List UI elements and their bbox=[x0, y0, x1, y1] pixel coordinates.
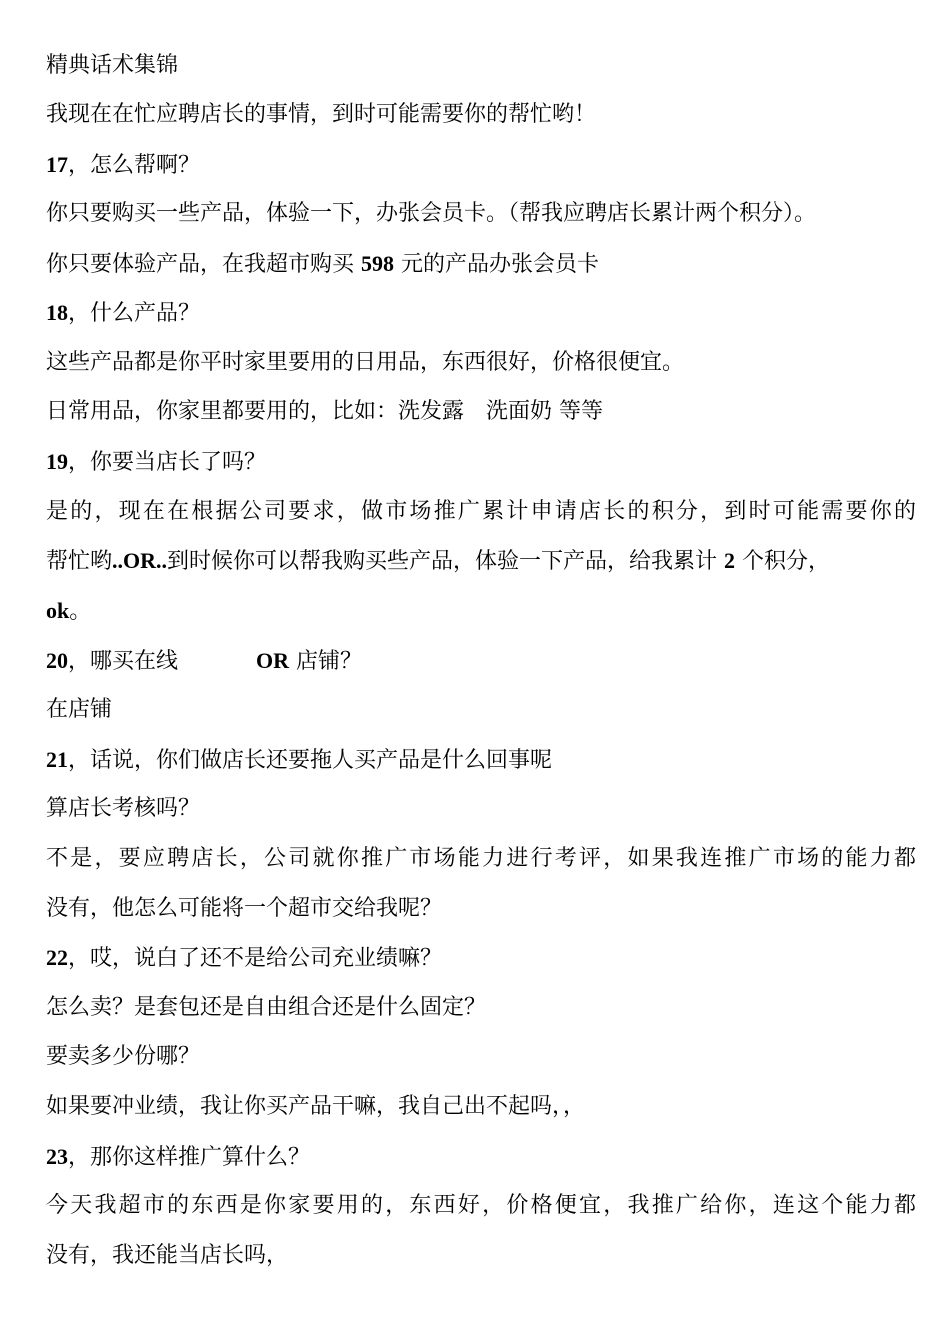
paragraph-line: 这些产品都是你平时家里要用的日用品，东西很好，价格很便宜。 bbox=[46, 350, 685, 375]
text-segment: 。 bbox=[69, 599, 92, 624]
bold-segment: 2 bbox=[724, 548, 736, 573]
question-line bbox=[46, 150, 916, 181]
question-text: ，你要当店长了吗？ bbox=[68, 450, 267, 475]
bold-segment: 598 bbox=[361, 251, 394, 276]
paragraph-line: 没有，我还能当店长吗， bbox=[46, 1243, 289, 1268]
paragraph-line bbox=[46, 249, 916, 280]
paragraph-line: 是的，现在在根据公司要求，做市场推广累计申请店长的积分，到时可能需要你的 bbox=[46, 499, 916, 524]
question-line bbox=[46, 1142, 916, 1173]
document-title: 精典话术集锦 bbox=[46, 53, 179, 78]
question-number: 18 bbox=[46, 300, 68, 325]
text-segment: 店铺？ bbox=[289, 649, 363, 674]
paragraph-line bbox=[46, 546, 916, 577]
paragraph-line: 没有，他怎么可能将一个超市交给我呢？ bbox=[46, 896, 443, 921]
paragraph-line: 今天我超市的东西是你家要用的，东西好，价格便宜，我推广给你，连这个能力都 bbox=[46, 1193, 916, 1218]
question-text: ，那你这样推广算什么？ bbox=[68, 1145, 311, 1170]
paragraph-line: 你只要购买一些产品，体验一下，办张会员卡。（帮我应聘店长累计两个积分）。 bbox=[46, 201, 817, 226]
paragraph-line: 我现在在忙应聘店长的事情，到时可能需要你的帮忙哟！ bbox=[46, 102, 597, 127]
question-number: 22 bbox=[46, 945, 68, 970]
question-number: 21 bbox=[46, 747, 68, 772]
paragraph-line bbox=[46, 596, 916, 627]
bold-segment: ok bbox=[46, 598, 70, 623]
question-number: 17 bbox=[46, 152, 68, 177]
paragraph-line: 要卖多少份哪？ bbox=[46, 1044, 201, 1069]
paragraph-line: 在店铺 bbox=[46, 697, 113, 722]
paragraph-line: 日常用品，你家里都要用的，比如：洗发露 洗面奶 等等 bbox=[46, 399, 603, 424]
question-number: 23 bbox=[46, 1144, 68, 1169]
paragraph-line: 怎么卖？是套包还是自由组合还是什么固定？ bbox=[46, 995, 487, 1020]
question-text: ，怎么帮啊？ bbox=[68, 153, 201, 178]
paragraph-line: 不是，要应聘店长，公司就你推广市场能力进行考评，如果我连推广市场的能力都 bbox=[46, 846, 916, 871]
question-text: ，哎，说白了还不是给公司充业绩嘛？ bbox=[68, 946, 443, 971]
text-segment: 元的产品办张会员卡 bbox=[394, 252, 599, 277]
paragraph-line: 算店长考核吗？ bbox=[46, 796, 201, 821]
bold-segment: ..OR.. bbox=[112, 548, 168, 573]
question-line bbox=[46, 646, 916, 677]
question-text: ，哪买在线 bbox=[68, 649, 179, 674]
question-line bbox=[46, 298, 916, 329]
question-line bbox=[46, 447, 916, 478]
bold-segment: OR bbox=[256, 648, 290, 673]
question-text: ，话说，你们做店长还要拖人买产品是什么回事呢 bbox=[68, 748, 553, 773]
text-segment: 到时候你可以帮我购买些产品，体验一下产品，给我累计 bbox=[167, 549, 725, 574]
question-text: ，什么产品？ bbox=[68, 301, 201, 326]
text-segment: 帮忙哟 bbox=[46, 549, 113, 574]
question-line bbox=[46, 745, 916, 776]
question-number: 19 bbox=[46, 449, 68, 474]
text-segment: 你只要体验产品，在我超市购买 bbox=[46, 252, 361, 277]
text-segment: 个积分， bbox=[735, 549, 831, 574]
question-number: 20 bbox=[46, 648, 68, 673]
question-line bbox=[46, 943, 916, 974]
paragraph-line: 如果要冲业绩，我让你买产品干嘛，我自己出不起吗，， bbox=[46, 1094, 586, 1119]
